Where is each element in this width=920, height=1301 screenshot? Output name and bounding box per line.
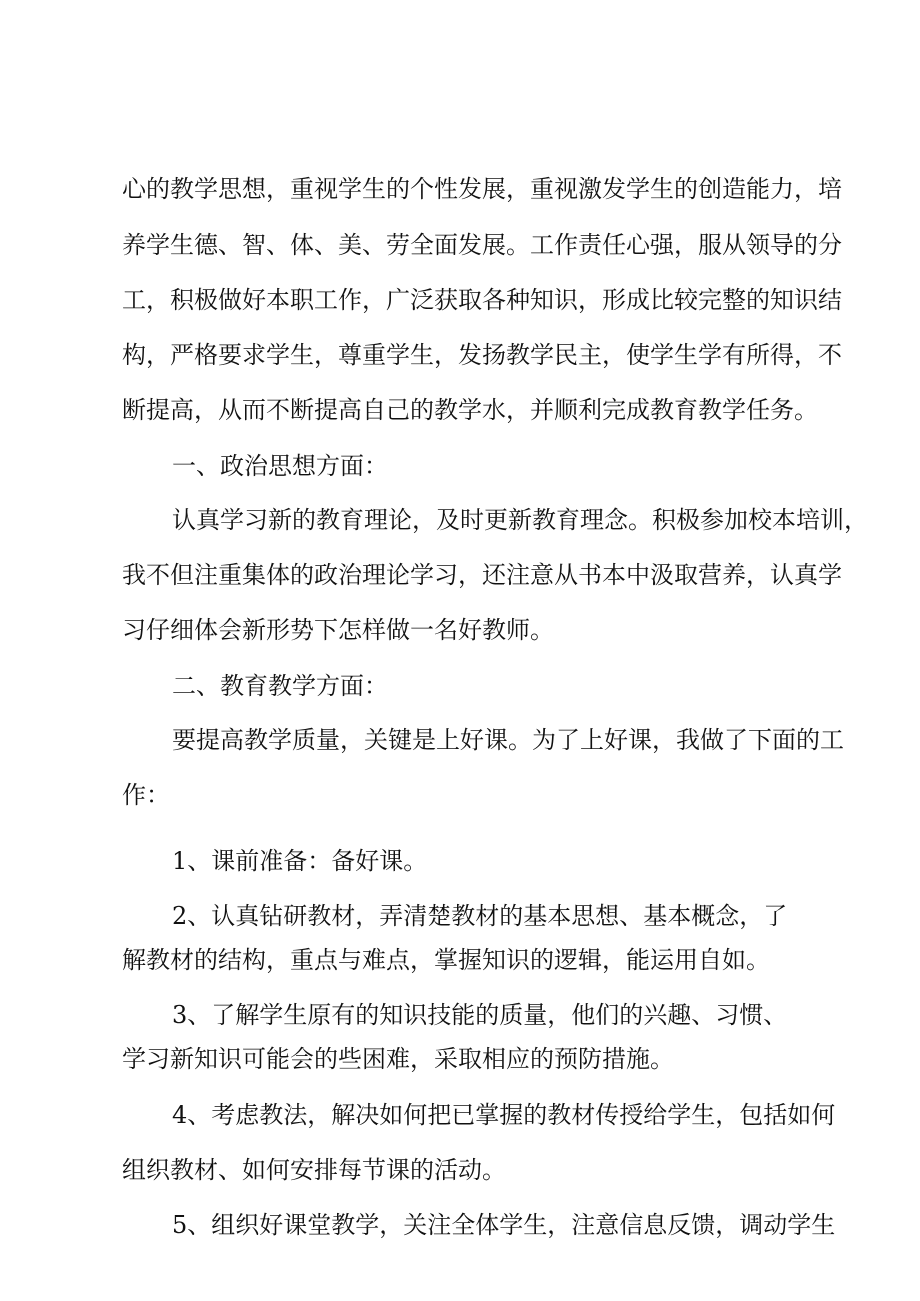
list-item: 1、课前准备：备好课。	[172, 847, 428, 875]
body-text-line: 养学生德、智、体、美、劳全面发展。工作责任心强，服从领导的分	[122, 231, 842, 259]
list-item: 3、了解学生原有的知识技能的质量，他们的兴趣、习惯、	[172, 1001, 788, 1029]
body-text-line: 认真学习新的教育理论，及时更新教育理念。积极参加校本培训，	[172, 506, 868, 534]
body-text-line: 心的教学思想，重视学生的个性发展，重视激发学生的创造能力，培	[122, 175, 842, 203]
section-heading: 一、政治思想方面：	[172, 452, 388, 480]
list-item-continuation: 解教材的结构，重点与难点，掌握知识的逻辑，能运用自如。	[122, 946, 770, 974]
list-item-continuation: 组织教材、如何安排每节课的活动。	[122, 1156, 506, 1184]
list-item: 2、认真钻研教材，弄清楚教材的基本思想、基本概念，了	[172, 902, 788, 930]
body-text-line: 工，积极做好本职工作，广泛获取各种知识，形成比较完整的知识结	[122, 286, 842, 314]
section-heading: 二、教育教学方面：	[172, 672, 388, 700]
body-text-line: 断提高，从而不断提高自己的教学水，并顺利完成教育教学任务。	[122, 396, 818, 424]
body-text-line: 习仔细体会新形势下怎样做一名好教师。	[122, 616, 554, 644]
body-text-line: 作：	[122, 781, 170, 809]
body-text-line: 构，严格要求学生，尊重学生，发扬教学民主，使学生学有所得，不	[122, 341, 842, 369]
body-text-line: 我不但注重集体的政治理论学习，还注意从书本中汲取营养，认真学	[122, 561, 842, 589]
list-item-continuation: 学习新知识可能会的些困难，采取相应的预防措施。	[122, 1045, 674, 1073]
body-text-line: 要提高教学质量，关键是上好课。为了上好课，我做了下面的工	[172, 726, 844, 754]
list-item: 4、考虑教法，解决如何把已掌握的教材传授给学生，包括如何	[172, 1101, 836, 1129]
list-item: 5、组织好课堂教学，关注全体学生，注意信息反馈，调动学生	[172, 1211, 836, 1239]
